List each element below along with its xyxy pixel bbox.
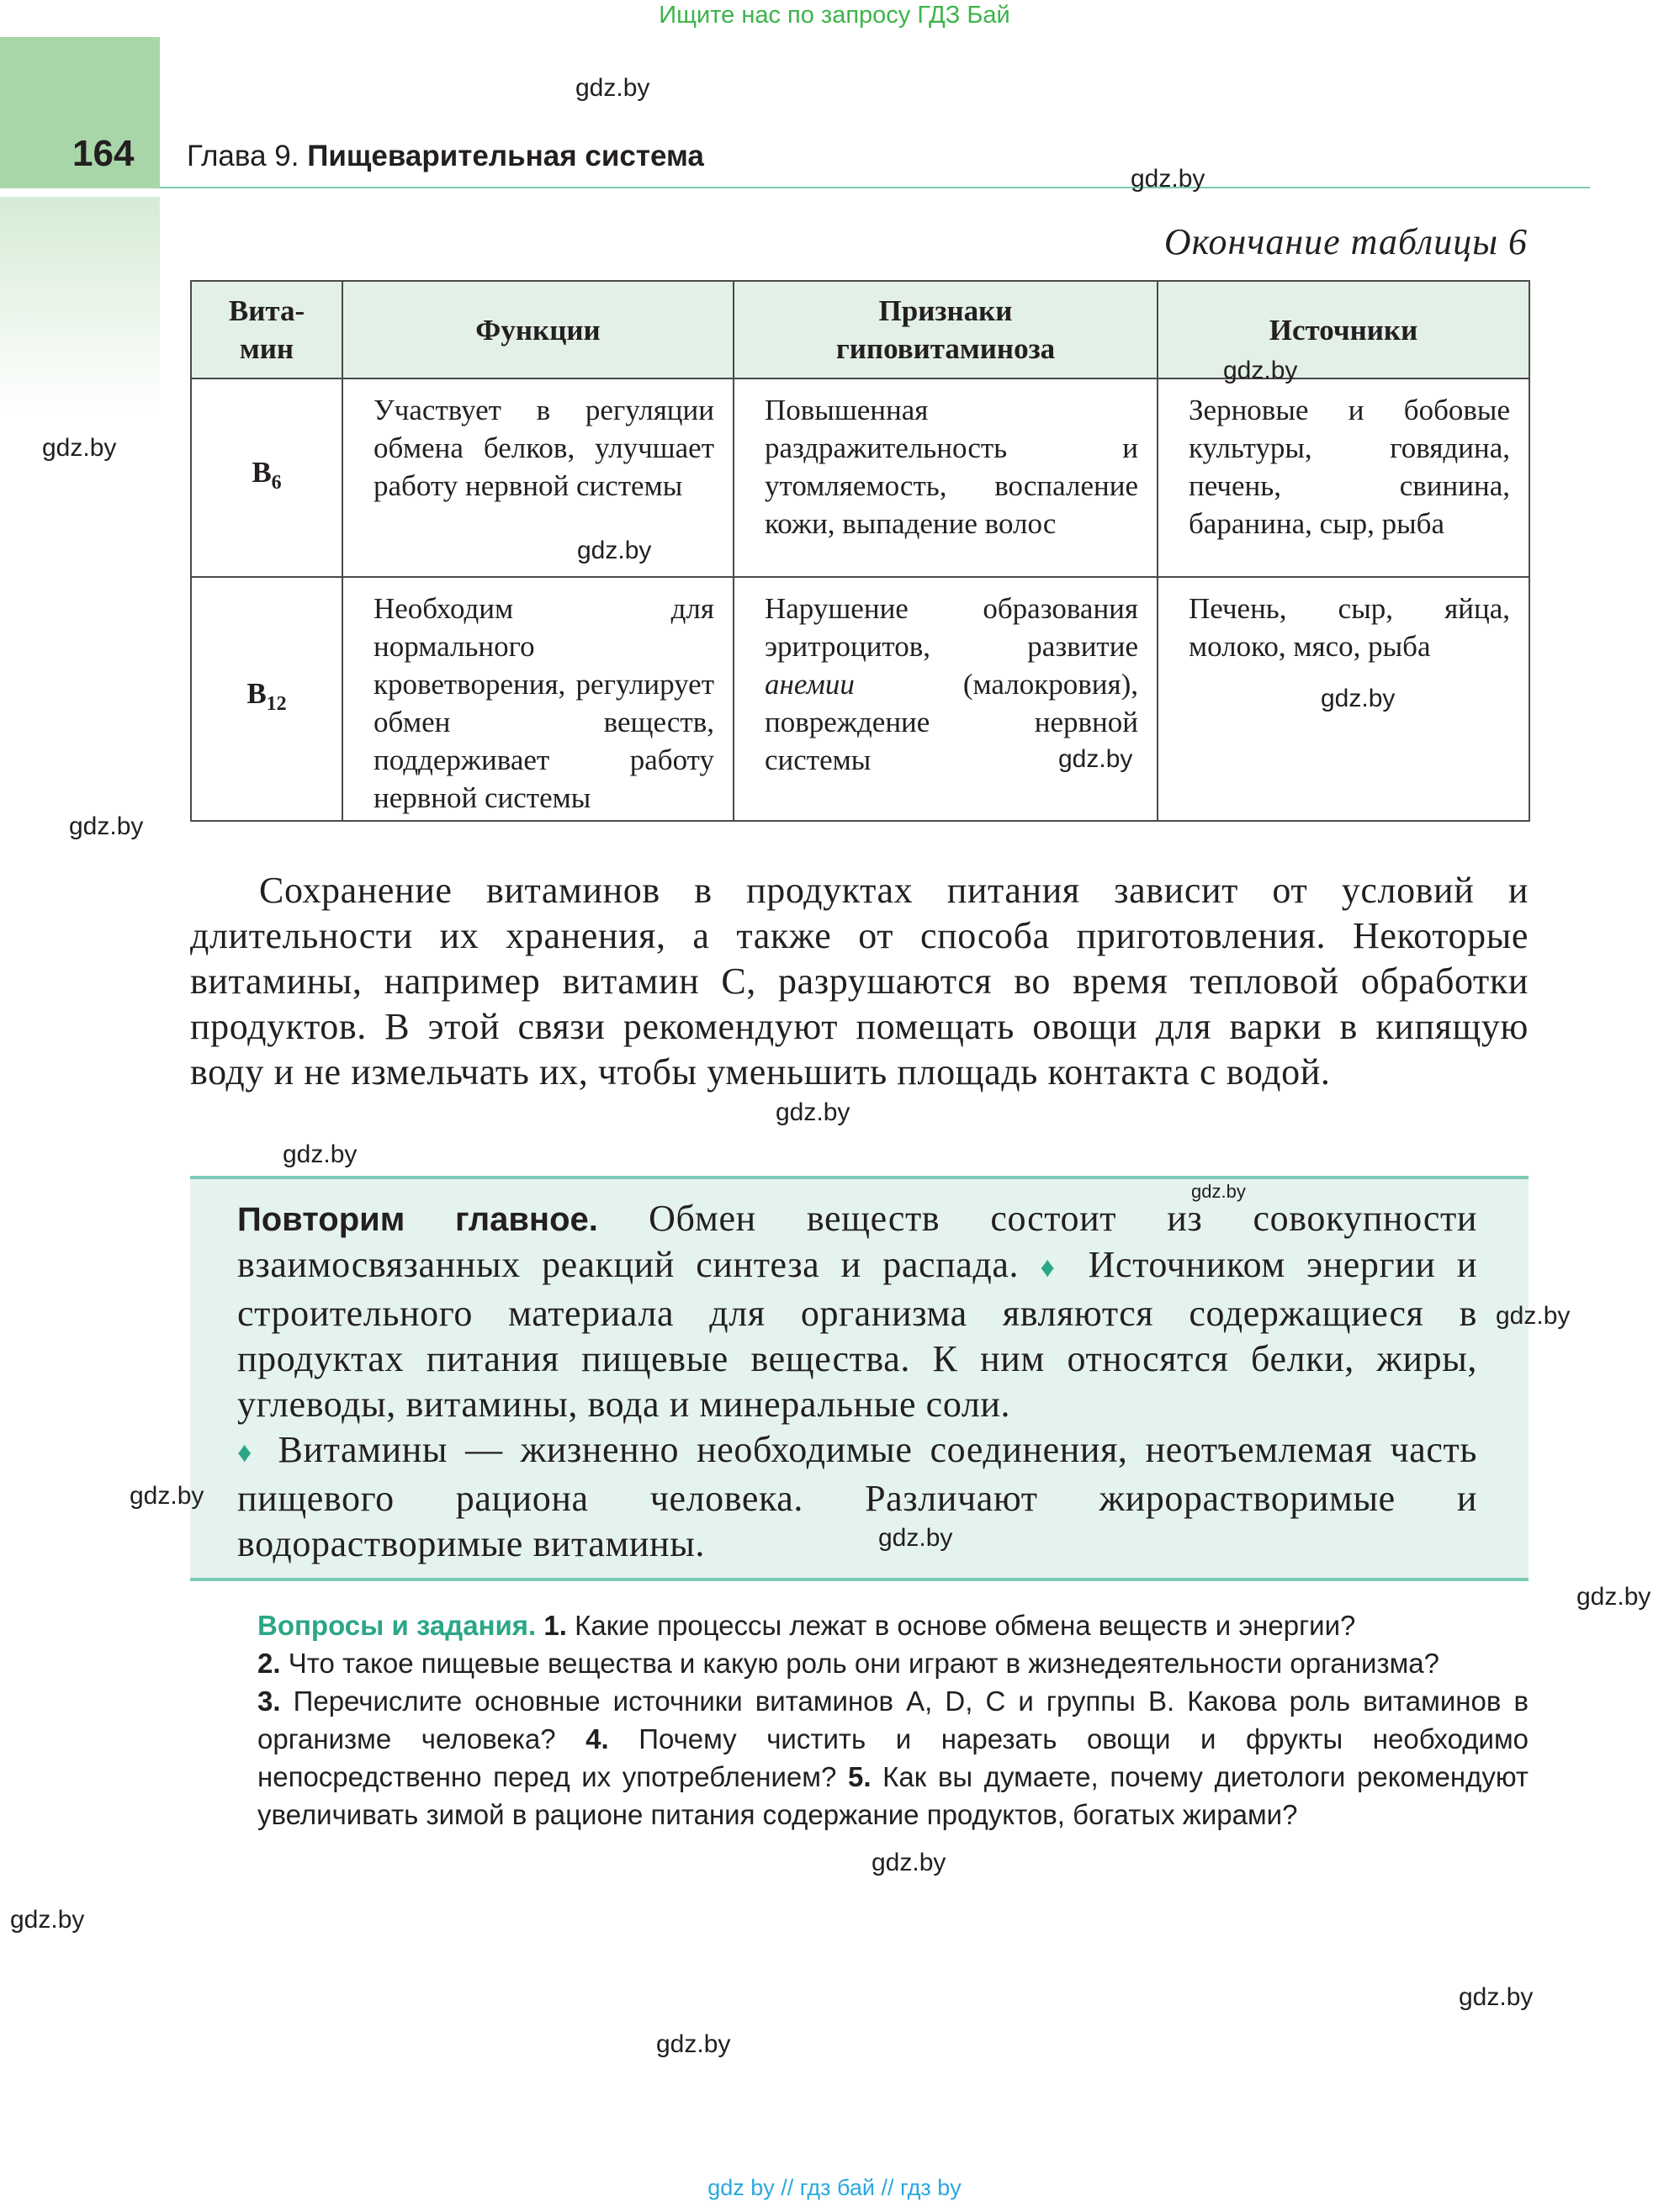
functions-cell: Участвует в регуляции обмена белков, улучшает работу нервной системы (342, 378, 734, 577)
header-signs-line2: гиповитаминоза (835, 332, 1056, 365)
sources-cell: Печень, сыр, яйца, молоко, мясо, рыба (1158, 577, 1529, 821)
header-vitamin-line2: мин (239, 332, 294, 365)
vitamin-subscript: 6 (271, 472, 282, 494)
question-text: Перечислите основные источники витаминов А, D, С и группы В. Какова роль витаминов в организме человека? (257, 1685, 1529, 1754)
main-paragraph-block (190, 868, 1529, 1095)
signs-text-start: Нарушение образования эритроцитов, развитие (765, 592, 1138, 663)
summary-box (190, 1176, 1529, 1581)
watermark: gdz.by (872, 1849, 946, 1876)
header-signs (734, 281, 1158, 378)
watermark: gdz.by (130, 1482, 204, 1510)
page-number: 164 (72, 133, 135, 174)
watermark: gdz.by (1058, 745, 1133, 773)
header-signs-line1: Признаки (878, 294, 1013, 327)
watermark: gdz.by (1131, 165, 1205, 193)
watermark: gdz.by (1576, 1583, 1651, 1611)
header-vitamin-line1: Вита- (228, 294, 305, 327)
main-paragraph: Сохранение витаминов в продуктах питания зависит от условий и длительности их хранения, а также от способа приготовления. Некоторые витамины, например витамин С, разрушаются во время тепловой обработки продуктов. В этой связи рекомендуют помещать овощи для варки в кипящую воду и не измельчать их, чтобы уменьшить площадь контакта с водой. (190, 870, 1529, 1093)
watermark: gdz.by (1191, 1181, 1246, 1202)
summary-part-3: Витамины — жизненно необходимые соединения, неотъемлемая часть пищевого рациона человека. Различают жирорастворимые и водорастворимые витамины. (237, 1429, 1478, 1564)
signs-text-end: (малокровия), повреждение нервной системы (765, 668, 1138, 776)
side-gradient-block (0, 197, 160, 415)
signs-cell (734, 577, 1158, 821)
signs-cell: Повышенная раздражительность и утомляемость, воспаление кожи, выпадение волос (734, 378, 1158, 577)
watermark: gdz.by (10, 1906, 85, 1934)
question-text: Почему чистить и нарезать овощи и фрукты необходимо непосредственно перед их употреблением? (257, 1723, 1529, 1792)
summary-part-2: Источником энергии и строительного материала для организма являются содержащиеся в продуктах питания пищевые вещества. К ним относятся белки, жиры, углеводы, витамины, вода и минеральные соли. (237, 1244, 1477, 1425)
chapter-title: Пищеварительная система (307, 140, 704, 172)
diamond-bullet-icon: ♦ (1040, 1252, 1068, 1283)
vitamin-cell (191, 577, 342, 821)
vitamin-letter: B (246, 677, 267, 710)
watermark: gdz.by (1321, 685, 1396, 712)
table-caption: Окончание таблицы 6 (1163, 221, 1528, 262)
questions-title: Вопросы и задания. (257, 1610, 537, 1641)
watermark: gdz.by (577, 537, 652, 564)
question-number: 3. (257, 1685, 281, 1717)
diamond-bullet-icon: ♦ (237, 1437, 261, 1468)
question-number: 2. (257, 1648, 281, 1679)
footer-links[interactable]: gdz by // гдз бай // гдз by (707, 2175, 962, 2200)
header-functions: Функции (342, 281, 734, 378)
watermark: gdz.by (283, 1140, 358, 1168)
watermark: gdz.by (878, 1524, 953, 1552)
vitamin-subscript: 12 (266, 693, 287, 715)
top-banner[interactable]: Ищите нас по запросу ГДЗ Бай (659, 2, 1010, 29)
summary-part-1: Обмен веществ состоит из совокупности взаимосвязанных реакций синтеза и распада. (237, 1198, 1477, 1285)
question-text: Что такое пищевые вещества и какую роль они играют в жизнедеятельности организма? (288, 1648, 1439, 1679)
watermark: gdz.by (1223, 357, 1298, 384)
header-vitamin (191, 281, 342, 378)
header-sources: Источники (1158, 281, 1529, 378)
summary-lead: Повторим главное. (237, 1201, 598, 1238)
sources-cell: Зерновые и бобовые культуры, говядина, печень, свинина, баранина, сыр, рыба (1158, 378, 1529, 577)
chapter-prefix: Глава 9. (187, 140, 299, 172)
question-number: 4. (585, 1723, 609, 1754)
question-number: 5. (847, 1761, 872, 1792)
watermark: gdz.by (575, 74, 650, 102)
watermark: gdz.by (1459, 1983, 1534, 2011)
signs-italic-term: анемии (765, 668, 855, 701)
watermark: gdz.by (1496, 1302, 1571, 1330)
vitamin-letter: B (252, 456, 272, 489)
questions-block (257, 1606, 1529, 1834)
watermark: gdz.by (42, 434, 117, 462)
question-number: 1. (543, 1610, 567, 1641)
watermark: gdz.by (656, 2030, 731, 2058)
watermark: gdz.by (776, 1098, 850, 1126)
question-text: Какие процессы лежат в основе обмена веществ и энергии? (575, 1610, 1356, 1641)
vitamin-cell (191, 378, 342, 577)
header-divider (160, 187, 1590, 188)
watermark: gdz.by (69, 812, 144, 840)
question-text: Как вы думаете, почему диетологи рекомендуют увеличивать зимой в рационе питания содержание продуктов, богатых жирами? (257, 1761, 1529, 1830)
table-row-b6 (191, 378, 1529, 577)
summary-text (237, 1196, 1477, 1567)
vitamins-table (190, 280, 1530, 822)
table-header-row (191, 281, 1529, 378)
chapter-heading (187, 140, 704, 173)
functions-cell: Необходим для нормального кроветворения, регулирует обмен веществ, поддерживает работу нервной системы (342, 577, 734, 821)
